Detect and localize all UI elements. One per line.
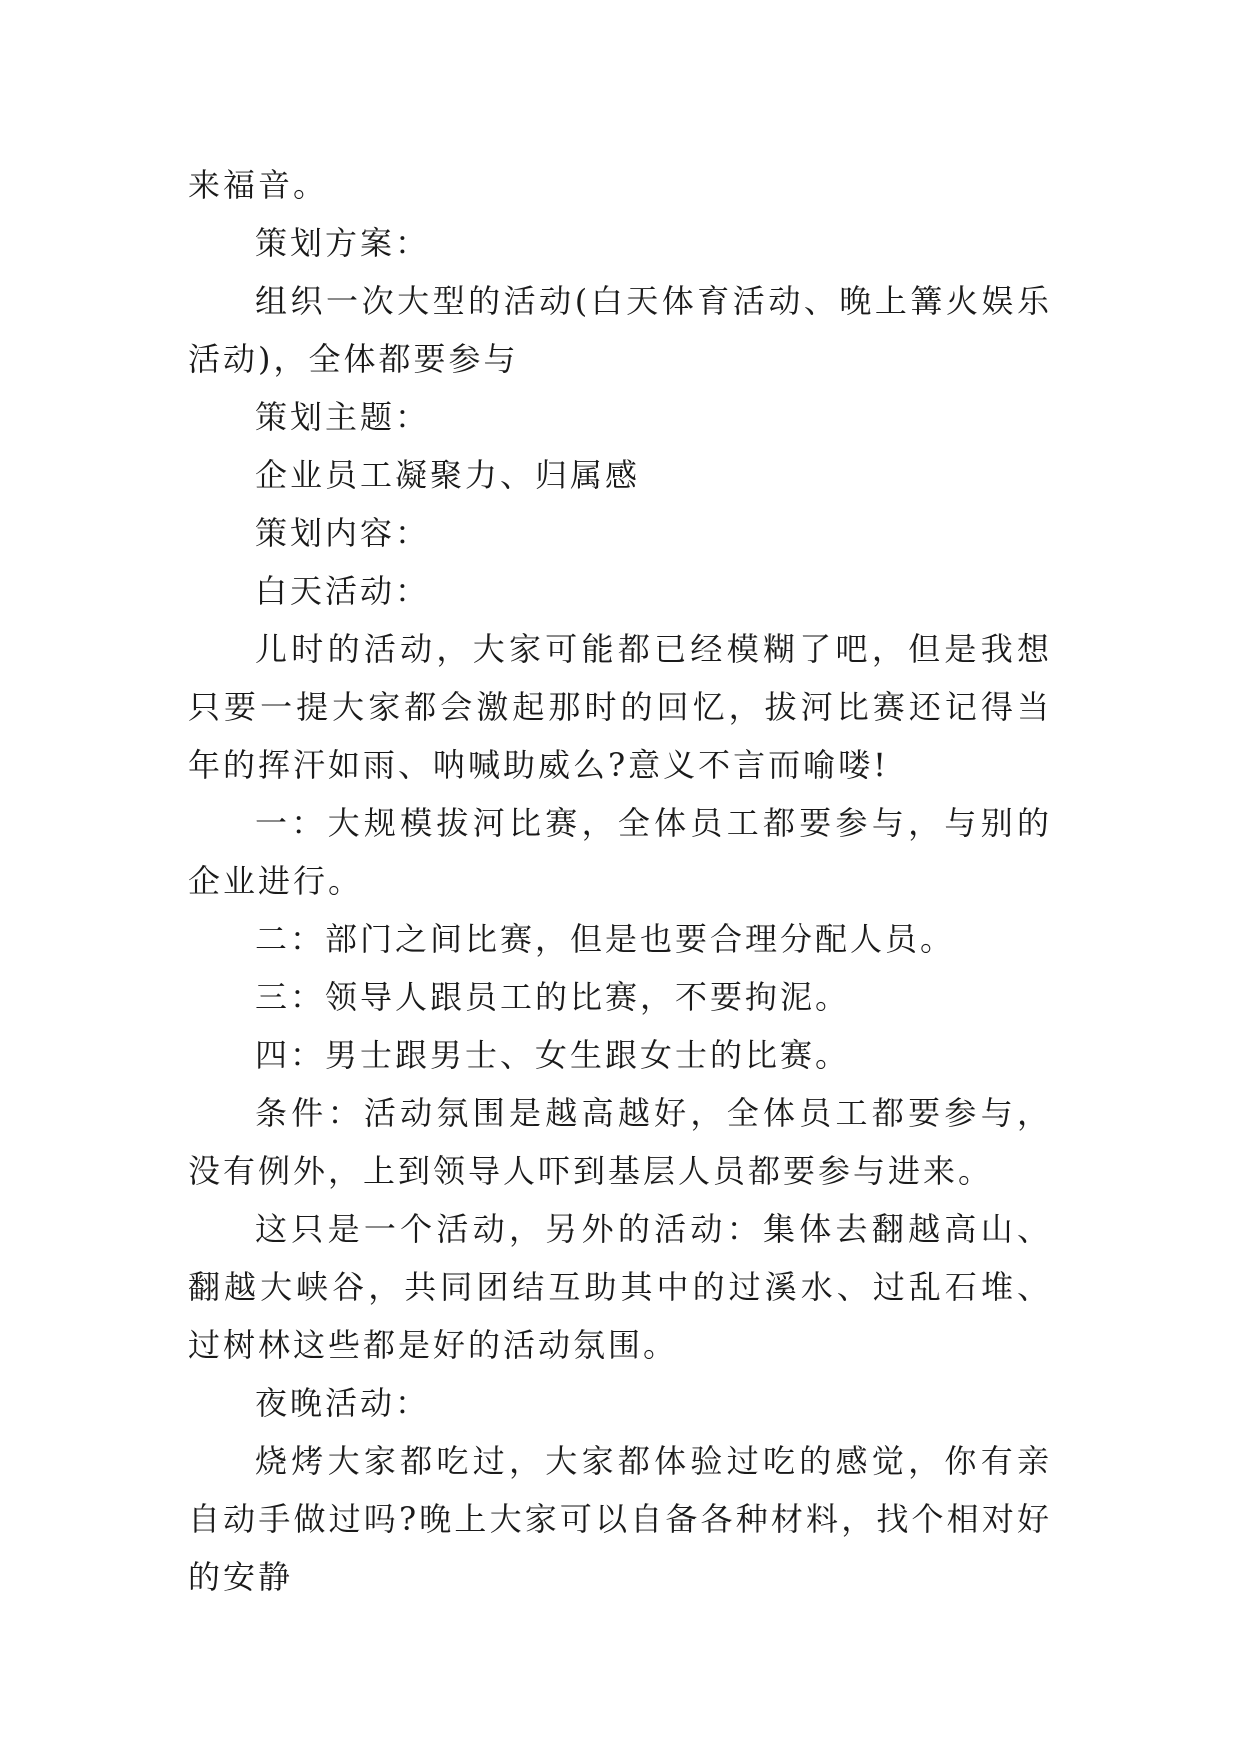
list-item-four: 四：男士跟男士、女生跟女士的比赛。 [255, 1036, 851, 1074]
paragraph-other-activities: 这只是一个活动，另外的活动：集体去翻越高山、翻越大峡谷，共同团结互助其中的过溪水、过乱石堆、过树林这些都是好的活动氛围。 [188, 1210, 1052, 1364]
list-item-one: 一：大规模拔河比赛，全体员工都要参与，与别的企业进行。 [188, 804, 1052, 900]
paragraph-plan: 组织一次大型的活动(白天体育活动、晚上篝火娱乐活动)，全体都要参与 [188, 282, 1052, 378]
heading-theme: 策划主题： [255, 398, 431, 436]
paragraph-night: 烧烤大家都吃过，大家都体验过吃的感觉，你有亲自动手做过吗?晚上大家可以自备各种材料，找个相对好的安静 [188, 1442, 1052, 1596]
paragraph-daytime-intro: 儿时的活动，大家可能都已经模糊了吧，但是我想只要一提大家都会激起那时的回忆，拔河比赛还记得当年的挥汗如雨、呐喊助威么?意义不言而喻喽! [188, 630, 1052, 784]
paragraph-theme: 企业员工凝聚力、归属感 [255, 456, 641, 494]
document-body [188, 156, 1052, 1606]
paragraph-continuation: 来福音。 [188, 166, 329, 204]
heading-daytime: 白天活动： [255, 572, 431, 610]
list-item-three: 三：领导人跟员工的比赛，不要拘泥。 [255, 978, 851, 1016]
heading-content: 策划内容： [255, 514, 431, 552]
list-item-two: 二：部门之间比赛，但是也要合理分配人员。 [255, 920, 956, 958]
paragraph-conditions: 条件：活动氛围是越高越好，全体员工都要参与，没有例外，上到领导人吓到基层人员都要参与进来。 [188, 1094, 1052, 1190]
heading-night: 夜晚活动： [255, 1384, 431, 1422]
heading-plan: 策划方案： [255, 224, 431, 262]
